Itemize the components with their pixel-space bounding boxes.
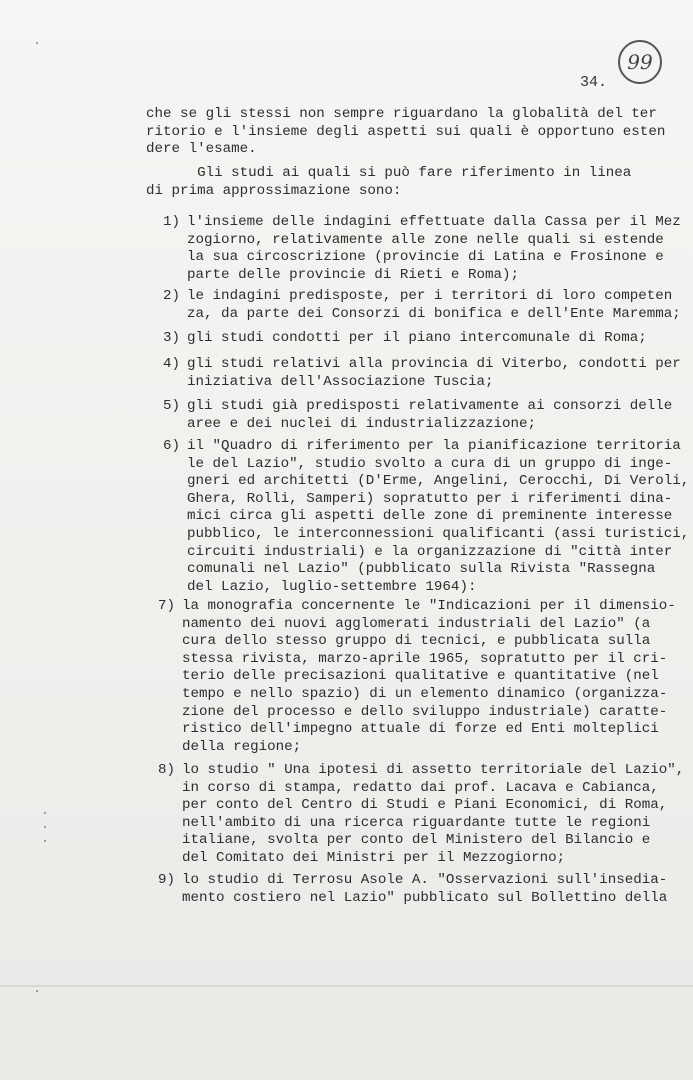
list-item-text: gli studi già predisposti relativamente ai consorzi delle aree e dei nuclei di industrializzazione; <box>187 398 673 432</box>
list-item-text: il "Quadro di riferimento per la pianificazione territoria le del Lazio", studio svolto a cura di un gruppo di inge- gneri ed architetti (D'Erme, Angelini, Cerocchi, Di Veroli, Ghera, Rolli, Samperi) sopratutto per i riferimenti dina- mici circa gli aspetti delle zone di preminente interesse pubblico, le interconnessioni qualificanti (assi turistici, circuiti industriali) e la organizzazione di "città inter comunali nel Lazio" (pubblicato sulla Rivista "Rassegna del Lazio, luglio-settembre 1964): <box>187 438 690 595</box>
list-item-text: le indagini predisposte, per i territori di loro competen za, da parte dei Consorzi di bonifica e dell'Ente Maremma; <box>187 288 681 322</box>
stamp-number: 99 <box>627 50 653 74</box>
list-item-number: 3) <box>163 330 181 346</box>
list-item-text: la monografia concernente le "Indicazioni per il dimensio- namento dei nuovi agglomerati industriali del Lazio" (a cura dello stesso gruppo di tecnici, e pubblicata sulla stessa rivista, marzo-aprile 1965, sopratutto per il cri- terio delle precisazioni qualitative e quantitative (nel tempo e nello spazio) di un elemento dinamico (organizza- zione del processo e dello sviluppo industriale) caratte- ristico dell'impegno attuale di forze ed Enti molteplici della regione; <box>182 598 676 755</box>
list-item-number: 2) <box>163 288 181 304</box>
list-item-number: 9) <box>158 872 176 888</box>
scan-speck <box>36 990 38 992</box>
list-item-text: lo studio " Una ipotesi di assetto territoriale del Lazio", in corso di stampa, redatto dai prof. Lacava e Cabianca, per conto del Centro di Studi e Piani Economici, di Roma, nell'ambito di una ricerca riguardante tutte le regioni italiane, svolta per conto del Ministero del Bilancio e del Comitato dei Ministri per il Mezzogiorno; <box>182 762 685 866</box>
list-item-number: 8) <box>158 762 176 778</box>
list-item-text: gli studi condotti per il piano intercomunale di Roma; <box>187 330 647 346</box>
scan-speck <box>44 840 46 842</box>
page-number: 34. <box>580 74 608 91</box>
list-item-number: 6) <box>163 438 181 454</box>
list-item-number: 7) <box>158 598 176 614</box>
list-item-text: l'insieme delle indagini effettuate dalla Cassa per il Mez zogiorno, relativamente alle zone nelle quali si estende la sua circoscrizione (provincie di Latina e Frosinone e parte delle provincie di Rieti e Roma); <box>187 214 681 283</box>
lead-paragraph: Gli studi ai quali si può fare riferimento in linea di prima approssimazione sono: <box>146 165 632 199</box>
intro-paragraph: che se gli stessi non sempre riguardano la globalità del ter ritorio e l'insieme degli aspetti sui quali è opportuno esten dere l'esame. <box>146 106 666 158</box>
scan-speck <box>36 42 38 44</box>
scan-speck <box>44 812 46 814</box>
list-item-number: 4) <box>163 356 181 372</box>
list-item-text: gli studi relativi alla provincia di Viterbo, condotti per iniziativa dell'Associazione Tuscia; <box>187 356 681 390</box>
page-bottom-edge <box>0 985 693 987</box>
list-item-text: lo studio di Terrosu Asole A. "Osservazioni sull'insedia- mento costiero nel Lazio" pubblicato sul Bollettino della <box>182 872 668 906</box>
page-stamp <box>618 40 662 84</box>
list-item-number: 5) <box>163 398 181 414</box>
scan-speck <box>44 826 46 828</box>
list-item-number: 1) <box>163 214 181 230</box>
